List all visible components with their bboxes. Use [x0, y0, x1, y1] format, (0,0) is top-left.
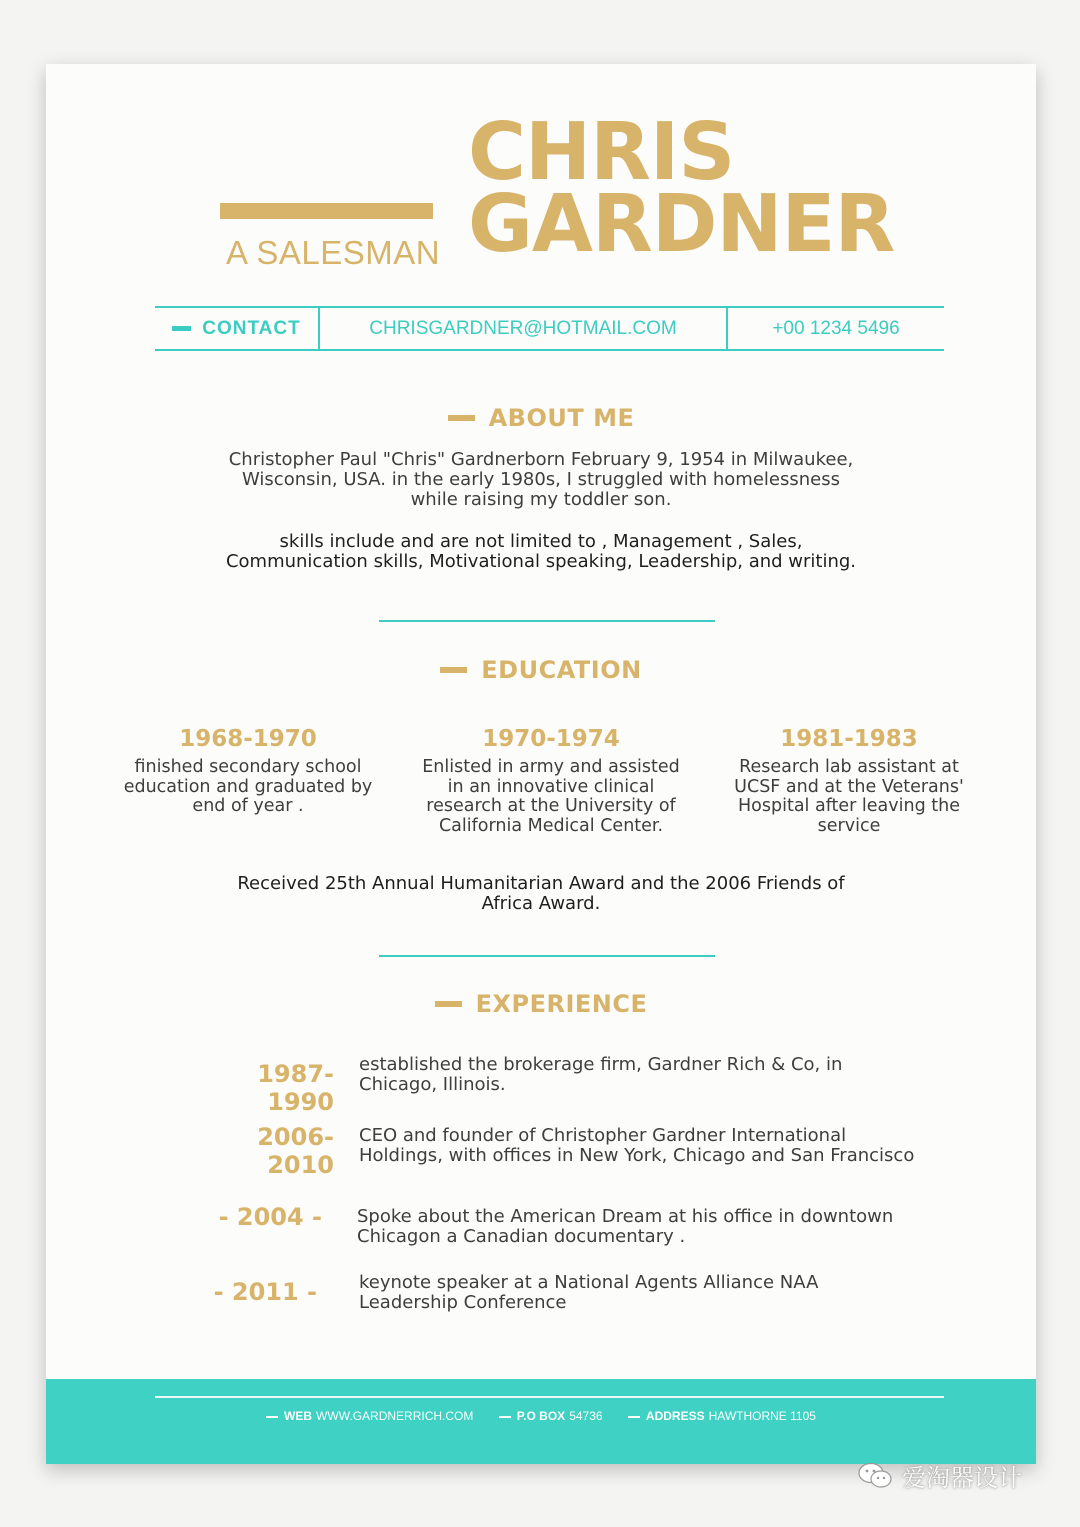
education-years: 1968-1970: [179, 726, 317, 752]
about-bio: Christopher Paul "Chris" Gardnerborn February 9, 1954 in Milwaukee, Wisconsin, USA. in the early 1980s, I struggled with homelessness while raising my toddler son.: [228, 449, 854, 510]
education-text: Enlisted in army and assisted in an innovative clinical research at the University of California Medical Center.: [422, 757, 680, 836]
contact-row: [155, 306, 944, 351]
about-skills: skills include and are not limited to , Management , Sales, Communication skills, Motivational speaking, Leadership, and writing.: [225, 531, 857, 572]
experience-text: established the brokerage firm, Gardner Rich & Co, in Chicago, Illinois.: [359, 1054, 843, 1095]
footer-pobox: [499, 1409, 603, 1423]
dash-icon: [435, 1001, 462, 1007]
education-years: 1970-1974: [482, 726, 620, 752]
footer-web[interactable]: [266, 1409, 473, 1423]
wechat-icon: [858, 1462, 892, 1490]
watermark: [858, 1458, 1022, 1493]
section-divider: [379, 620, 715, 622]
footer-pobox-label: P.O BOX: [516, 1409, 566, 1423]
dash-icon: [448, 415, 475, 421]
experience-years: - 2011 -: [213, 1278, 317, 1306]
dash-icon: [266, 1416, 278, 1418]
dash-icon: [628, 1416, 640, 1418]
education-text: Research lab assistant at UCSF and at the Veterans' Hospital after leaving the service: [734, 757, 964, 836]
experience-text: Spoke about the American Dream at his office in downtown Chicagon a Canadian documentary .: [357, 1206, 894, 1247]
resume-page: [46, 64, 1036, 1464]
experience-years: - 2004 -: [218, 1203, 322, 1231]
award-text: Received 25th Annual Humanitarian Award and the 2006 Friends of Africa Award.: [237, 873, 845, 914]
footer-web-label: WEB: [284, 1409, 313, 1423]
last-name: GARDNER: [468, 178, 895, 270]
education-text: finished secondary school education and graduated by end of year .: [123, 757, 373, 816]
contact-email[interactable]: CHRISGARDNER@HOTMAIL.COM: [320, 308, 728, 349]
experience-text: keynote speaker at a National Agents Alliance NAA Leadership Conference: [359, 1272, 819, 1313]
contact-label: CONTACT: [202, 317, 301, 339]
job-title: A SALESMAN: [226, 234, 441, 271]
footer-web-value: WWW.GARDNERRICH.COM: [316, 1409, 474, 1423]
section-divider: [379, 955, 715, 957]
about-title: ABOUT ME: [488, 404, 635, 432]
first-name: CHRIS: [468, 106, 735, 198]
education-title: EDUCATION: [481, 656, 642, 684]
dash-icon: [499, 1416, 511, 1418]
footer-divider: [155, 1396, 944, 1398]
footer-address: [628, 1409, 816, 1423]
contact-label-cell: [155, 308, 320, 349]
footer-address-label: ADDRESS: [645, 1409, 705, 1423]
experience-text: CEO and founder of Christopher Gardner International Holdings, with offices in New York, Chicago and San Francisco: [359, 1125, 915, 1166]
experience-title: EXPERIENCE: [475, 990, 648, 1018]
footer-address-value: HAWTHORNE 1105: [708, 1409, 816, 1423]
education-item: [416, 726, 686, 836]
dash-icon: [440, 667, 467, 673]
experience-heading: [46, 990, 1036, 1018]
footer: [46, 1379, 1036, 1464]
about-heading: [46, 404, 1036, 432]
watermark-text: 爱淘器设计: [902, 1464, 1022, 1492]
footer-info: [46, 1409, 1036, 1423]
contact-phone[interactable]: +00 1234 5496: [772, 317, 900, 339]
dash-icon: [172, 326, 191, 331]
education-item: [714, 726, 984, 836]
experience-years: 2006-2010: [257, 1123, 334, 1179]
footer-pobox-value: 54736: [569, 1409, 603, 1423]
experience-years: 1987-1990: [257, 1060, 334, 1116]
education-item: [113, 726, 383, 817]
education-heading: [46, 656, 1036, 684]
person-name: [468, 106, 895, 270]
education-years: 1981-1983: [780, 726, 918, 752]
header-accent-bar: [220, 203, 433, 219]
